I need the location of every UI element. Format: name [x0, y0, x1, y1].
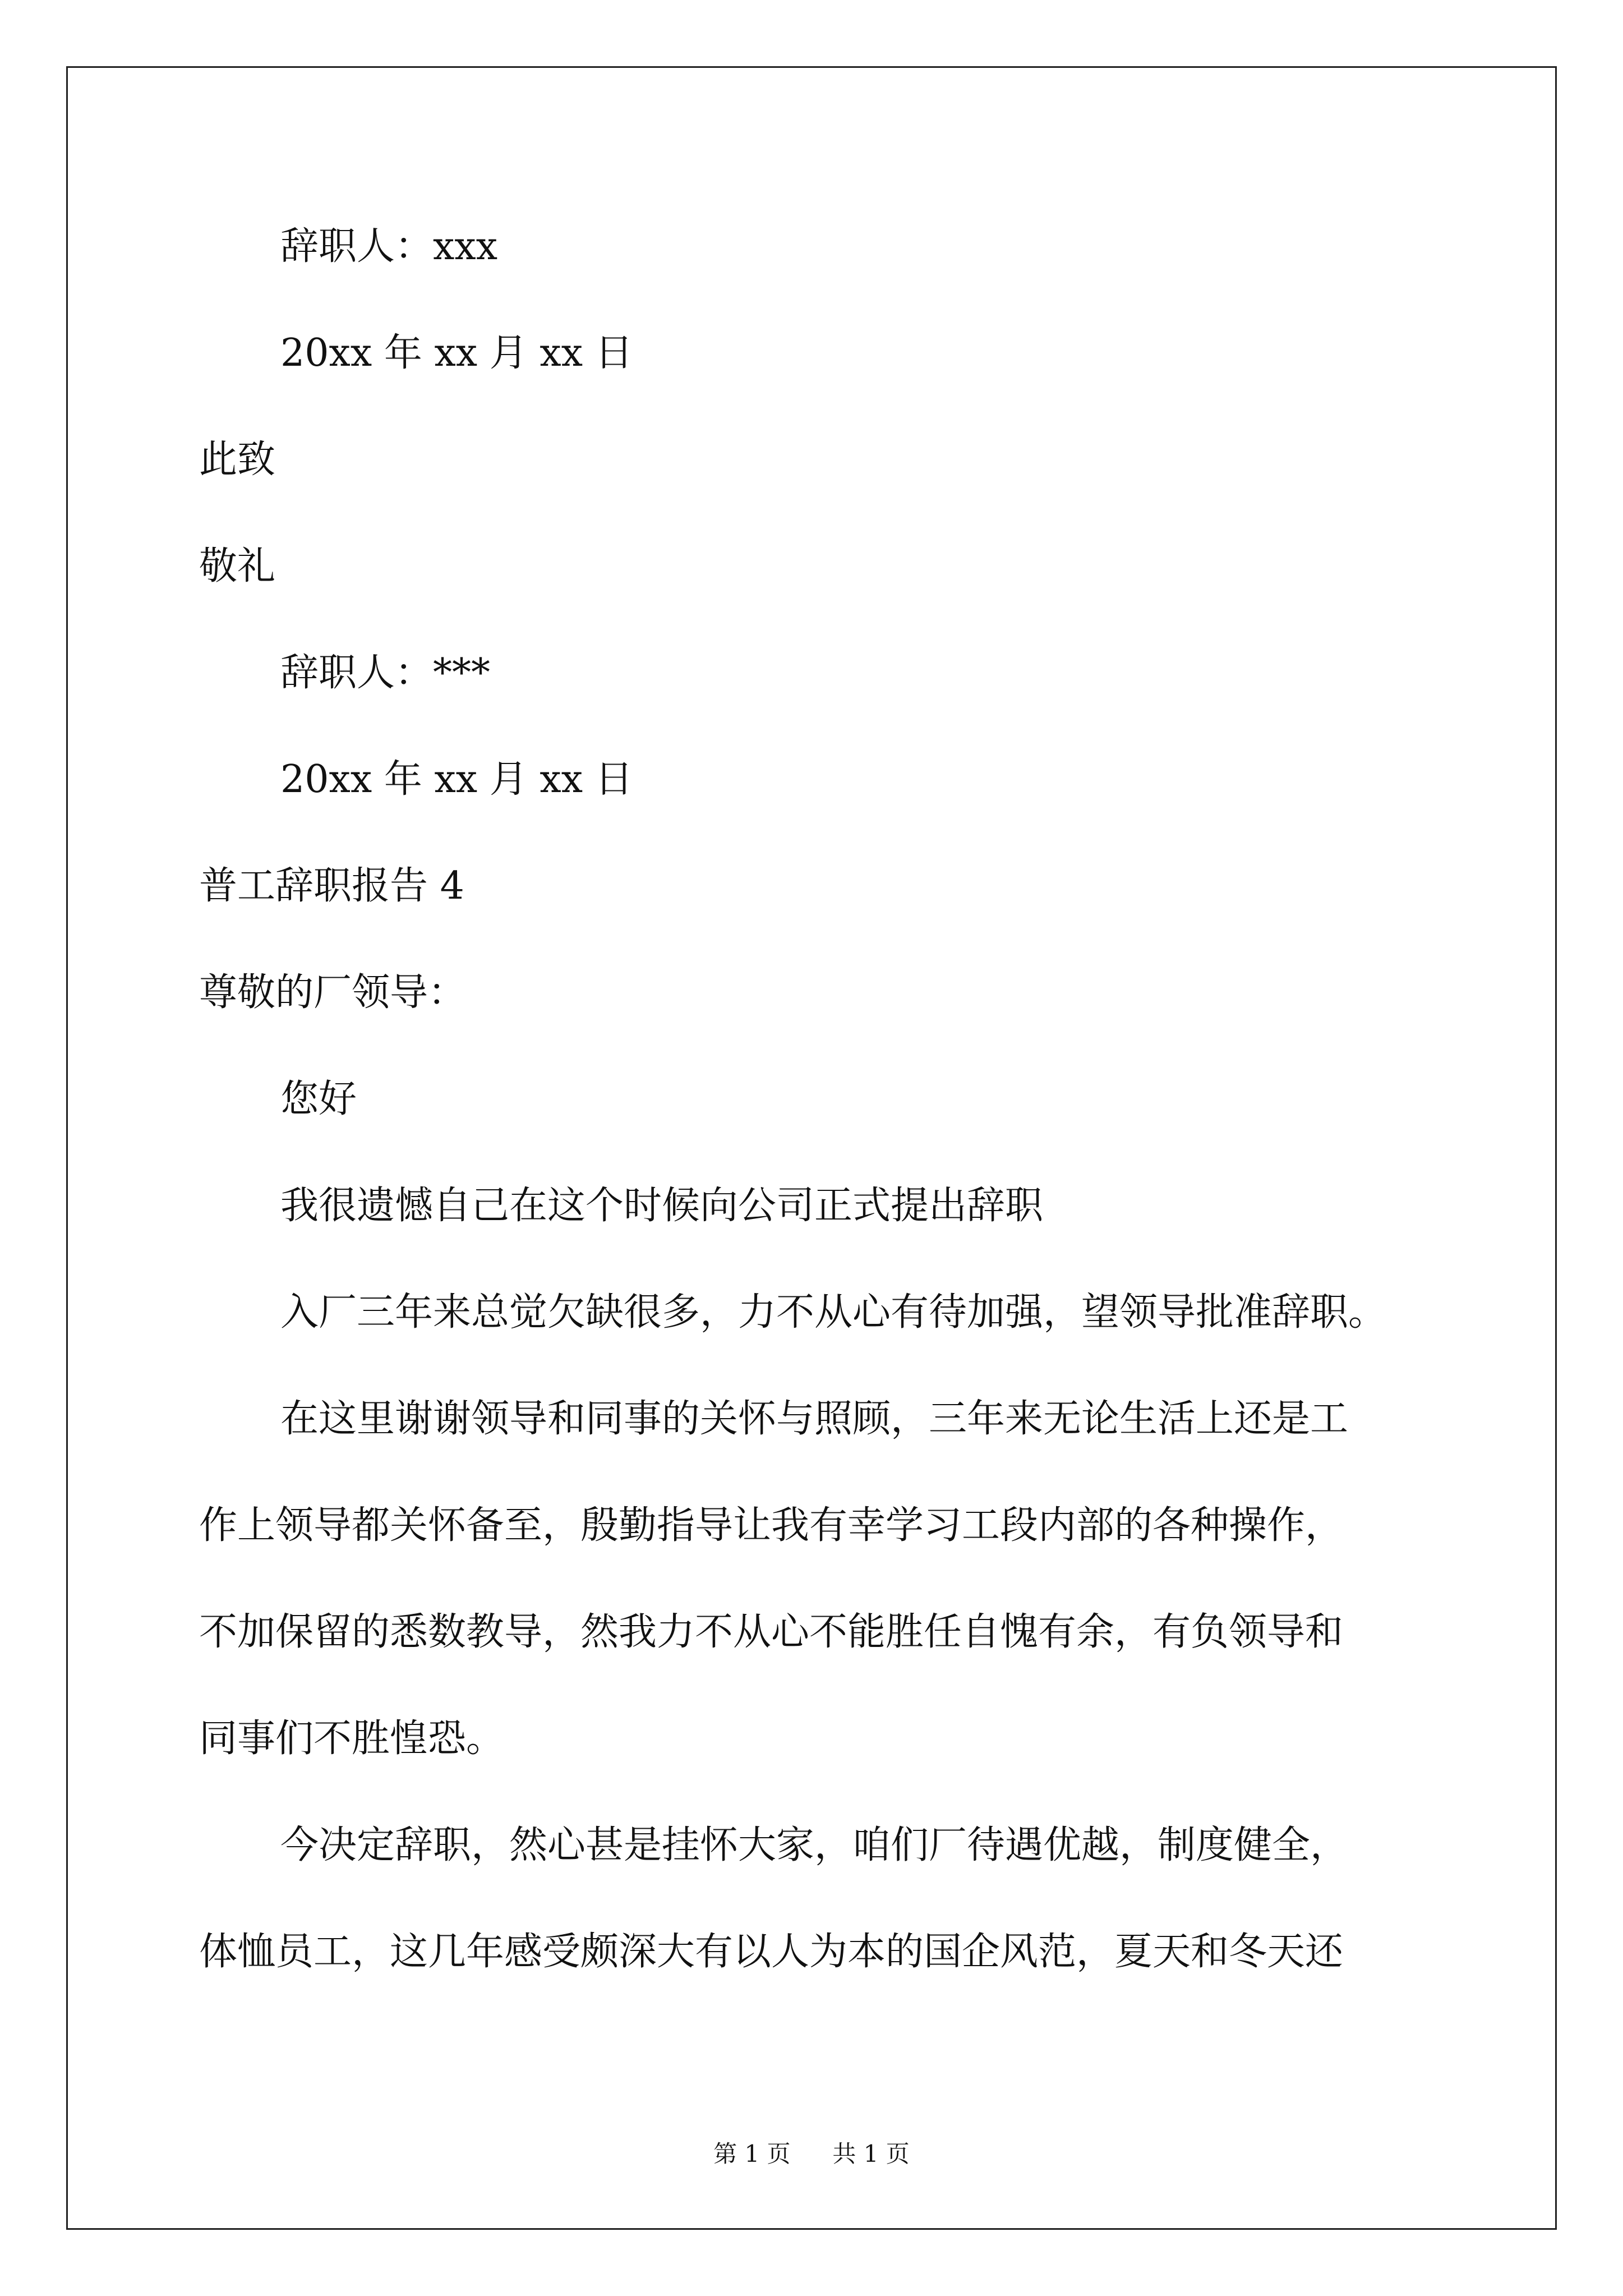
salutation: 尊敬的厂领导：	[199, 970, 467, 1015]
date-line: 20xx 年 xx 月 xx 日	[280, 331, 633, 375]
greeting: 您好	[280, 1077, 357, 1121]
paragraph-line: 今决定辞职，然心甚是挂怀大家，咱们厂待遇优越，制度健全，	[280, 1823, 1349, 1867]
page-footer	[0, 2137, 1623, 2171]
paragraph-line: 入厂三年来总觉欠缺很多，力不从心有待加强，望领导批准辞职。	[280, 1290, 1387, 1335]
page-total: 共 1 页	[832, 2140, 910, 2168]
signature-line: 辞职人：***	[280, 651, 491, 695]
page-number: 第 1 页	[713, 2140, 791, 2168]
paragraph-line: 不加保留的悉数教导，然我力不从心不能胜任自愧有余，有负领导和	[199, 1610, 1344, 1654]
paragraph-line: 作上领导都关怀备至，殷勤指导让我有幸学习工段内部的各种操作，	[199, 1503, 1344, 1548]
section-title: 普工辞职报告 4	[199, 864, 464, 908]
paragraph-line: 体恤员工，这几年感受颇深大有以人为本的国企风范，夏天和冬天还	[199, 1930, 1344, 1974]
paragraph-line: 我很遗憾自己在这个时候向公司正式提出辞职	[280, 1184, 1044, 1228]
paragraph-line: 同事们不胜惶恐。	[199, 1717, 505, 1761]
signature-line: 辞职人：xxx	[280, 224, 498, 269]
closing-line: 敬礼	[199, 544, 276, 588]
date-line: 20xx 年 xx 月 xx 日	[280, 757, 633, 802]
closing-line: 此致	[199, 438, 276, 482]
paragraph-line: 在这里谢谢领导和同事的关怀与照顾，三年来无论生活上还是工	[280, 1397, 1349, 1441]
page-border	[66, 66, 1557, 2230]
